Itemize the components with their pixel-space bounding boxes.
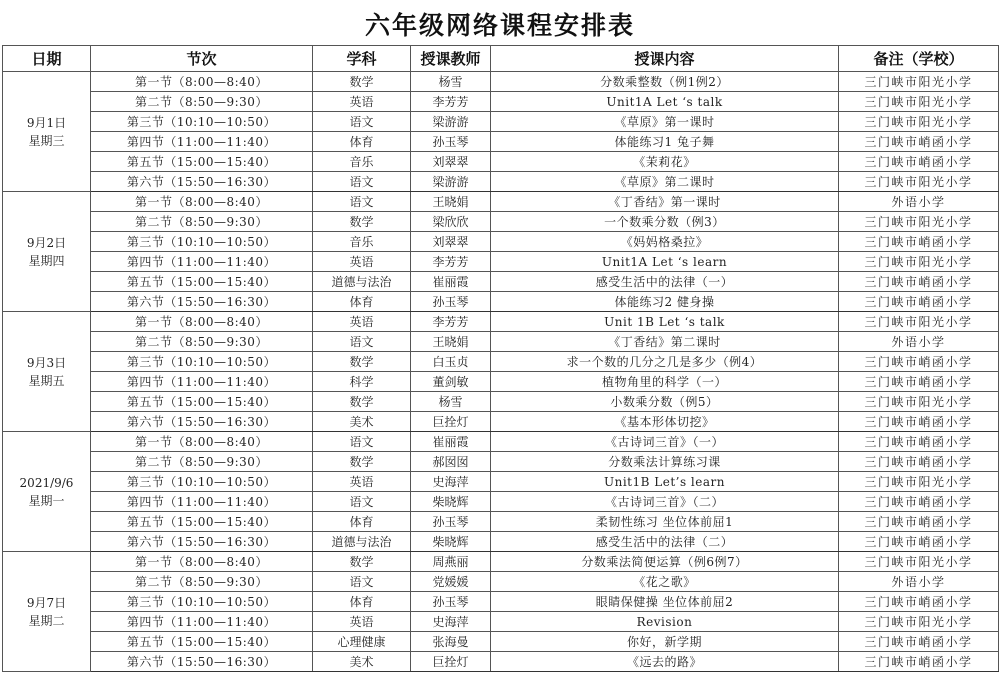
teacher-cell: 巨拴灯 [411,652,491,672]
subject-cell: 道德与法治 [313,272,411,292]
content-cell: 《基本形体切挖》 [491,412,839,432]
content-cell: 《远去的路》 [491,652,839,672]
period-cell: 第四节（11:00—11:40） [91,372,313,392]
school-cell: 三门峡市阳光小学 [839,472,999,492]
content-cell: Unit 1B Let ‘s talk [491,312,839,332]
teacher-cell: 刘翠翠 [411,152,491,172]
subject-cell: 语文 [313,432,411,452]
content-cell: 分数乘整数（例1例2） [491,72,839,92]
teacher-cell: 郝囡囡 [411,452,491,472]
content-cell: 体能练习1 兔子舞 [491,132,839,152]
period-cell: 第六节（15:50—16:30） [91,412,313,432]
period-cell: 第四节（11:00—11:40） [91,612,313,632]
date-label: 9月7日 [26,595,67,610]
table-row [3,172,999,192]
content-cell: 眼睛保健操 坐位体前屈2 [491,592,839,612]
period-cell: 第六节（15:50—16:30） [91,292,313,312]
header-content: 授课内容 [491,46,839,72]
content-cell: 植物角里的科学（一） [491,372,839,392]
period-cell: 第四节（11:00—11:40） [91,252,313,272]
teacher-cell: 史海萍 [411,472,491,492]
school-cell: 三门峡市峭函小学 [839,492,999,512]
content-cell: 感受生活中的法律（一） [491,272,839,292]
teacher-cell: 史海萍 [411,612,491,632]
period-cell: 第三节（10:10—10:50） [91,472,313,492]
subject-cell: 美术 [313,652,411,672]
school-cell: 三门峡市峭函小学 [839,632,999,652]
header-period: 节次 [91,46,313,72]
table-row [3,92,999,112]
header-date: 日期 [3,46,91,72]
period-cell: 第五节（15:00—15:40） [91,272,313,292]
date-label: 9月1日 [26,115,67,130]
period-cell: 第二节（8:50—9:30） [91,452,313,472]
school-cell: 三门峡市峭函小学 [839,652,999,672]
content-cell: 《古诗词三首》（一） [491,432,839,452]
content-cell: 小数乘分数（例5） [491,392,839,412]
teacher-cell: 崔丽霞 [411,272,491,292]
content-cell: 《古诗词三首》（二） [491,492,839,512]
date-label: 9月3日 [26,355,67,370]
teacher-cell: 党媛媛 [411,572,491,592]
subject-cell: 英语 [313,312,411,332]
table-row [3,212,999,232]
teacher-cell: 周燕丽 [411,552,491,572]
period-cell: 第三节（10:10—10:50） [91,112,313,132]
subject-cell: 数学 [313,352,411,372]
period-cell: 第三节（10:10—10:50） [91,592,313,612]
teacher-cell: 梁游游 [411,112,491,132]
school-cell: 三门峡市峭函小学 [839,132,999,152]
subject-cell: 语文 [313,112,411,132]
school-cell: 三门峡市峭函小学 [839,352,999,372]
subject-cell: 英语 [313,612,411,632]
table-row [3,652,999,672]
teacher-cell: 梁游游 [411,172,491,192]
school-cell: 三门峡市阳光小学 [839,392,999,412]
table-row [3,352,999,372]
school-cell: 三门峡市阳光小学 [839,112,999,132]
content-cell: 分数乘法简便运算（例6例7） [491,552,839,572]
school-cell: 三门峡市阳光小学 [839,312,999,332]
subject-cell: 体育 [313,132,411,152]
school-cell: 三门峡市峭函小学 [839,532,999,552]
teacher-cell: 白玉贞 [411,352,491,372]
table-row [3,592,999,612]
subject-cell: 体育 [313,512,411,532]
subject-cell: 体育 [313,292,411,312]
subject-cell: 英语 [313,472,411,492]
school-cell: 三门峡市峭函小学 [839,412,999,432]
header-row [3,46,999,72]
school-cell: 三门峡市峭函小学 [839,512,999,532]
table-row [3,632,999,652]
subject-cell: 音乐 [313,152,411,172]
subject-cell: 语文 [313,572,411,592]
weekday-label: 星期一 [28,493,65,508]
subject-cell: 心理健康 [313,632,411,652]
table-row [3,372,999,392]
table-row [3,272,999,292]
period-cell: 第五节（15:00—15:40） [91,512,313,532]
table-row [3,192,999,212]
content-cell: 《草原》第二课时 [491,172,839,192]
school-cell: 外语小学 [839,572,999,592]
teacher-cell: 孙玉琴 [411,132,491,152]
teacher-cell: 柴晓辉 [411,532,491,552]
teacher-cell: 刘翠翠 [411,232,491,252]
period-cell: 第五节（15:00—15:40） [91,392,313,412]
teacher-cell: 孙玉琴 [411,292,491,312]
period-cell: 第一节（8:00—8:40） [91,552,313,572]
table-row [3,252,999,272]
content-cell: 《花之歌》 [491,572,839,592]
table-row [3,432,999,452]
teacher-cell: 杨雪 [411,72,491,92]
weekday-label: 星期四 [28,253,65,268]
period-cell: 第五节（15:00—15:40） [91,152,313,172]
date-cell [3,192,91,312]
teacher-cell: 王晓娟 [411,332,491,352]
content-cell: Unit1B Let’s learn [491,472,839,492]
teacher-cell: 李芳芳 [411,92,491,112]
subject-cell: 数学 [313,392,411,412]
subject-cell: 数学 [313,452,411,472]
subject-cell: 音乐 [313,232,411,252]
period-cell: 第一节（8:00—8:40） [91,72,313,92]
weekday-label: 星期二 [28,613,65,628]
teacher-cell: 孙玉琴 [411,592,491,612]
table-row [3,472,999,492]
period-cell: 第六节（15:50—16:30） [91,532,313,552]
weekday-label: 星期五 [28,373,65,388]
header-note: 备注（学校） [839,46,999,72]
school-cell: 三门峡市阳光小学 [839,212,999,232]
school-cell: 三门峡市峭函小学 [839,292,999,312]
teacher-cell: 王晓娟 [411,192,491,212]
subject-cell: 体育 [313,592,411,612]
table-row [3,552,999,572]
period-cell: 第三节（10:10—10:50） [91,232,313,252]
table-row [3,312,999,332]
date-cell [3,72,91,192]
content-cell: 《丁香结》第一课时 [491,192,839,212]
table-row [3,152,999,172]
schedule-table [2,45,999,672]
period-cell: 第四节（11:00—11:40） [91,492,313,512]
school-cell: 外语小学 [839,192,999,212]
subject-cell: 语文 [313,192,411,212]
school-cell: 三门峡市峭函小学 [839,272,999,292]
content-cell: Revision [491,612,839,632]
period-cell: 第二节（8:50—9:30） [91,92,313,112]
page-title: 六年级网络课程安排表 [364,11,635,40]
school-cell: 三门峡市阳光小学 [839,552,999,572]
teacher-cell: 杨雪 [411,392,491,412]
content-cell: 《妈妈格桑拉》 [491,232,839,252]
table-row [3,452,999,472]
teacher-cell: 董剑敏 [411,372,491,392]
period-cell: 第三节（10:10—10:50） [91,352,313,372]
teacher-cell: 李芳芳 [411,252,491,272]
subject-cell: 美术 [313,412,411,432]
teacher-cell: 梁欣欣 [411,212,491,232]
content-cell: 分数乘法计算练习课 [491,452,839,472]
subject-cell: 数学 [313,552,411,572]
period-cell: 第一节（8:00—8:40） [91,312,313,332]
school-cell: 三门峡市阳光小学 [839,92,999,112]
table-row [3,412,999,432]
table-row [3,392,999,412]
date-label: 2021/9/6 [19,475,74,490]
table-row [3,612,999,632]
period-cell: 第二节（8:50—9:30） [91,332,313,352]
table-row [3,292,999,312]
content-cell: 体能练习2 健身操 [491,292,839,312]
content-cell: 感受生活中的法律（二） [491,532,839,552]
subject-cell: 语文 [313,332,411,352]
school-cell: 三门峡市阳光小学 [839,252,999,272]
content-cell: Unit1A Let ‘s talk [491,92,839,112]
period-cell: 第四节（11:00—11:40） [91,132,313,152]
school-cell: 三门峡市峭函小学 [839,452,999,472]
teacher-cell: 巨拴灯 [411,412,491,432]
subject-cell: 数学 [313,212,411,232]
period-cell: 第二节（8:50—9:30） [91,572,313,592]
header-teacher: 授课教师 [411,46,491,72]
subject-cell: 科学 [313,372,411,392]
content-cell: Unit1A Let ‘s learn [491,252,839,272]
schedule-body [3,72,999,672]
table-row [3,72,999,92]
date-cell [3,312,91,432]
subject-cell: 数学 [313,72,411,92]
teacher-cell: 李芳芳 [411,312,491,332]
school-cell: 三门峡市峭函小学 [839,152,999,172]
subject-cell: 语文 [313,172,411,192]
period-cell: 第六节（15:50—16:30） [91,172,313,192]
school-cell: 三门峡市峭函小学 [839,432,999,452]
school-cell: 三门峡市阳光小学 [839,172,999,192]
content-cell: 一个数乘分数（例3） [491,212,839,232]
header-subject: 学科 [313,46,411,72]
date-cell [3,432,91,552]
school-cell: 外语小学 [839,332,999,352]
content-cell: 《丁香结》第二课时 [491,332,839,352]
subject-cell: 语文 [313,492,411,512]
table-row [3,492,999,512]
content-cell: 你好，新学期 [491,632,839,652]
content-cell: 柔韧性练习 坐位体前屈1 [491,512,839,532]
teacher-cell: 孙玉琴 [411,512,491,532]
table-row [3,132,999,152]
period-cell: 第五节（15:00—15:40） [91,632,313,652]
school-cell: 三门峡市峭函小学 [839,232,999,252]
period-cell: 第一节（8:00—8:40） [91,192,313,212]
teacher-cell: 崔丽霞 [411,432,491,452]
period-cell: 第六节（15:50—16:30） [91,652,313,672]
date-cell [3,552,91,672]
table-row [3,532,999,552]
date-label: 9月2日 [26,235,67,250]
table-row [3,112,999,132]
teacher-cell: 柴晓辉 [411,492,491,512]
school-cell: 三门峡市阳光小学 [839,72,999,92]
subject-cell: 道德与法治 [313,532,411,552]
school-cell: 三门峡市峭函小学 [839,592,999,612]
period-cell: 第二节（8:50—9:30） [91,212,313,232]
subject-cell: 英语 [313,92,411,112]
table-row [3,332,999,352]
school-cell: 三门峡市阳光小学 [839,612,999,632]
period-cell: 第一节（8:00—8:40） [91,432,313,452]
subject-cell: 英语 [313,252,411,272]
content-cell: 《茉莉花》 [491,152,839,172]
teacher-cell: 张海曼 [411,632,491,652]
weekday-label: 星期三 [28,133,65,148]
table-row [3,512,999,532]
table-row [3,232,999,252]
content-cell: 《草原》第一课时 [491,112,839,132]
table-row [3,572,999,592]
content-cell: 求一个数的几分之几是多少（例4） [491,352,839,372]
school-cell: 三门峡市峭函小学 [839,372,999,392]
